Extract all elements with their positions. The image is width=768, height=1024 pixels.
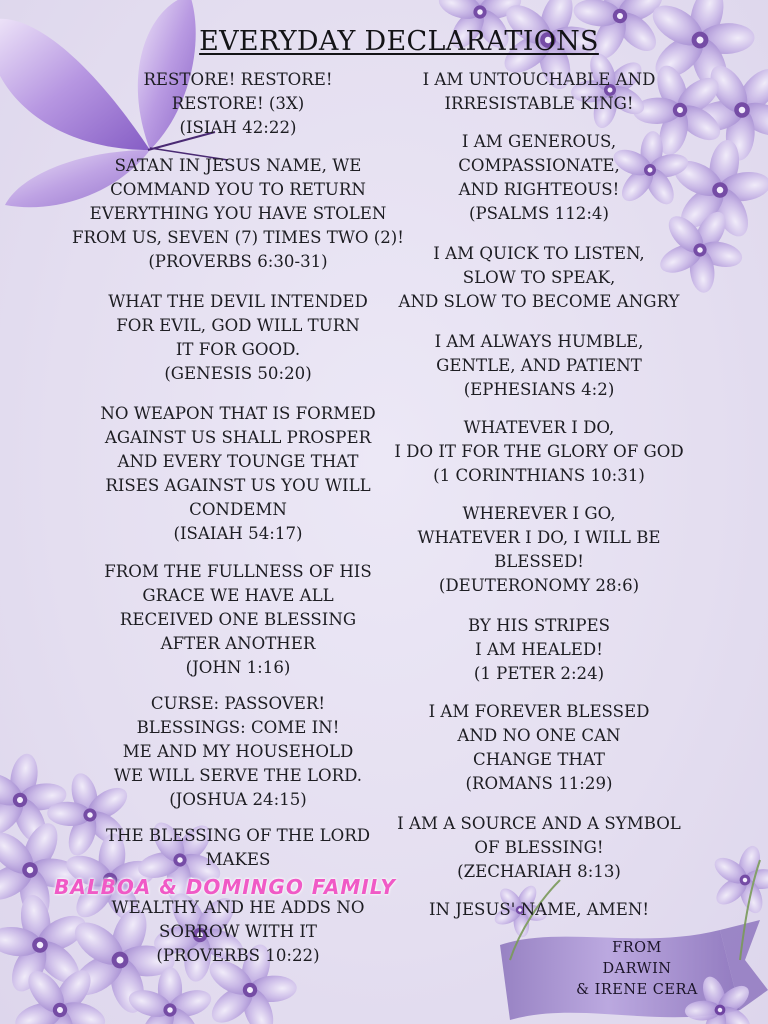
declaration-source-symbol <box>384 812 694 884</box>
declaration-line: SATAN IN JESUS NAME, WE <box>114 156 362 175</box>
verse-reference: (ZECHARIAH 8:13) <box>457 862 621 881</box>
from-label: FROM <box>612 940 662 956</box>
declaration-line: GRACE WE HAVE ALL <box>142 586 334 605</box>
verse-reference: (ISIAH 42:22) <box>179 118 297 137</box>
verse-reference: (1 CORINTHIANS 10:31) <box>433 466 645 485</box>
declaration-curse-passover <box>58 692 418 812</box>
verse-reference: (1 PETER 2:24) <box>473 664 605 683</box>
verse-reference: (ISAIAH 54:17) <box>173 524 303 543</box>
declaration-line: IN JESUS' NAME, AMEN! <box>428 900 650 919</box>
declaration-restore <box>58 68 418 140</box>
declaration-line: EVERYTHING YOU HAVE STOLEN <box>89 204 387 223</box>
declaration-line: WHAT THE DEVIL INTENDED <box>108 292 368 311</box>
declaration-line: FROM US, SEVEN (7) TIMES TWO (2)! <box>72 228 404 247</box>
verse-reference: (DEUTERONOMY 28:6) <box>438 576 640 595</box>
declaration-wherever-i-go <box>384 502 694 598</box>
declaration-line: AND EVERY TOUNGE THAT <box>117 452 359 471</box>
declaration-satan <box>58 154 418 274</box>
declaration-line: AND SLOW TO BECOME ANGRY <box>398 292 680 311</box>
verse-reference: (EPHESIANS 4:2) <box>463 380 615 399</box>
declaration-generous <box>384 130 694 226</box>
verse-reference: (JOHN 1:16) <box>185 658 291 677</box>
declaration-line: I AM HEALED! <box>475 640 603 659</box>
declaration-devil-intended <box>58 290 418 386</box>
declaration-line: SLOW TO SPEAK, <box>462 268 616 287</box>
declaration-fullness <box>58 560 418 680</box>
declaration-line: I AM ALWAYS HUMBLE, <box>434 332 644 351</box>
verse-reference: (PSALMS 112:4) <box>469 204 609 223</box>
declaration-forever-blessed <box>384 700 694 796</box>
declaration-line: COMPASSIONATE, <box>458 156 620 175</box>
declaration-humble <box>384 330 694 402</box>
declaration-line: WHEREVER I GO, <box>462 504 616 523</box>
verse-reference: (ROMANS 11:29) <box>465 774 613 793</box>
declaration-line: WE WILL SERVE THE LORD. <box>113 766 363 785</box>
family-name: BALBOA & DOMINGO FAMILY <box>54 875 396 899</box>
declaration-line: BY HIS STRIPES <box>468 616 610 635</box>
declaration-line: I AM UNTOUCHABLE AND <box>422 70 656 89</box>
declaration-line: CHANGE THAT <box>473 750 605 769</box>
from-signature <box>552 938 722 1001</box>
from-name: DARWIN <box>602 961 672 977</box>
declaration-line: FROM THE FULLNESS OF HIS <box>104 562 372 581</box>
declaration-line: I DO IT FOR THE GLORY OF GOD <box>394 442 684 461</box>
verse-reference: (GENESIS 50:20) <box>164 364 312 383</box>
declaration-line: AFTER ANOTHER <box>160 634 316 653</box>
declaration-line: I AM GENEROUS, <box>461 132 617 151</box>
declaration-line: IT FOR GOOD. <box>175 340 301 359</box>
declaration-line: RESTORE! RESTORE! <box>143 70 333 89</box>
declaration-no-weapon <box>58 402 418 546</box>
declaration-line: IRRESISTABLE KING! <box>444 94 634 113</box>
declaration-line: COMMAND YOU TO RETURN <box>110 180 366 199</box>
declaration-line: THE BLESSING OF THE LORD <box>105 826 371 845</box>
declaration-line: RESTORE! (3X) <box>171 94 305 113</box>
declaration-line: AND RIGHTEOUS! <box>458 180 620 199</box>
declaration-line: GENTLE, AND PATIENT <box>436 356 642 375</box>
declaration-line: WEALTHY AND HE ADDS NO <box>111 898 365 917</box>
verse-reference: (PROVERBS 10:22) <box>156 946 320 965</box>
verse-reference: (PROVERBS 6:30-31) <box>148 252 328 271</box>
declaration-line: OF BLESSING! <box>474 838 604 857</box>
declaration-amen <box>384 898 694 922</box>
declaration-line: RECEIVED ONE BLESSING <box>119 610 357 629</box>
declaration-line: CONDEMN <box>189 500 287 519</box>
declaration-line: BLESSINGS: COME IN! <box>136 718 340 737</box>
declaration-line: I AM QUICK TO LISTEN, <box>433 244 645 263</box>
declaration-line: AGAINST US SHALL PROSPER <box>104 428 372 447</box>
declaration-untouchable <box>384 68 694 116</box>
verse-reference: (JOSHUA 24:15) <box>169 790 307 809</box>
declaration-line: NO WEAPON THAT IS FORMED <box>100 404 376 423</box>
declaration-line: CURSE: PASSOVER! <box>150 694 326 713</box>
declaration-line: MAKES <box>205 850 271 869</box>
declaration-line: I AM FOREVER BLESSED <box>428 702 650 721</box>
declaration-line: BLESSED! <box>494 552 584 571</box>
declaration-line: WHATEVER I DO, <box>463 418 615 437</box>
declaration-line: ME AND MY HOUSEHOLD <box>122 742 354 761</box>
declaration-line: SORROW WITH IT <box>159 922 317 941</box>
from-name: & IRENE CERA <box>576 982 698 998</box>
declaration-line: RISES AGAINST US YOU WILL <box>105 476 371 495</box>
page-title: EVERYDAY DECLARATIONS <box>199 26 599 57</box>
declaration-line: FOR EVIL, GOD WILL TURN <box>116 316 360 335</box>
declaration-by-his-stripes <box>384 614 694 686</box>
declaration-whatever-i-do <box>384 416 694 488</box>
declaration-line: AND NO ONE CAN <box>457 726 621 745</box>
declaration-line: WHATEVER I DO, I WILL BE <box>417 528 661 547</box>
declaration-quick-to-listen <box>384 242 694 314</box>
declaration-line: I AM A SOURCE AND A SYMBOL <box>397 814 681 833</box>
